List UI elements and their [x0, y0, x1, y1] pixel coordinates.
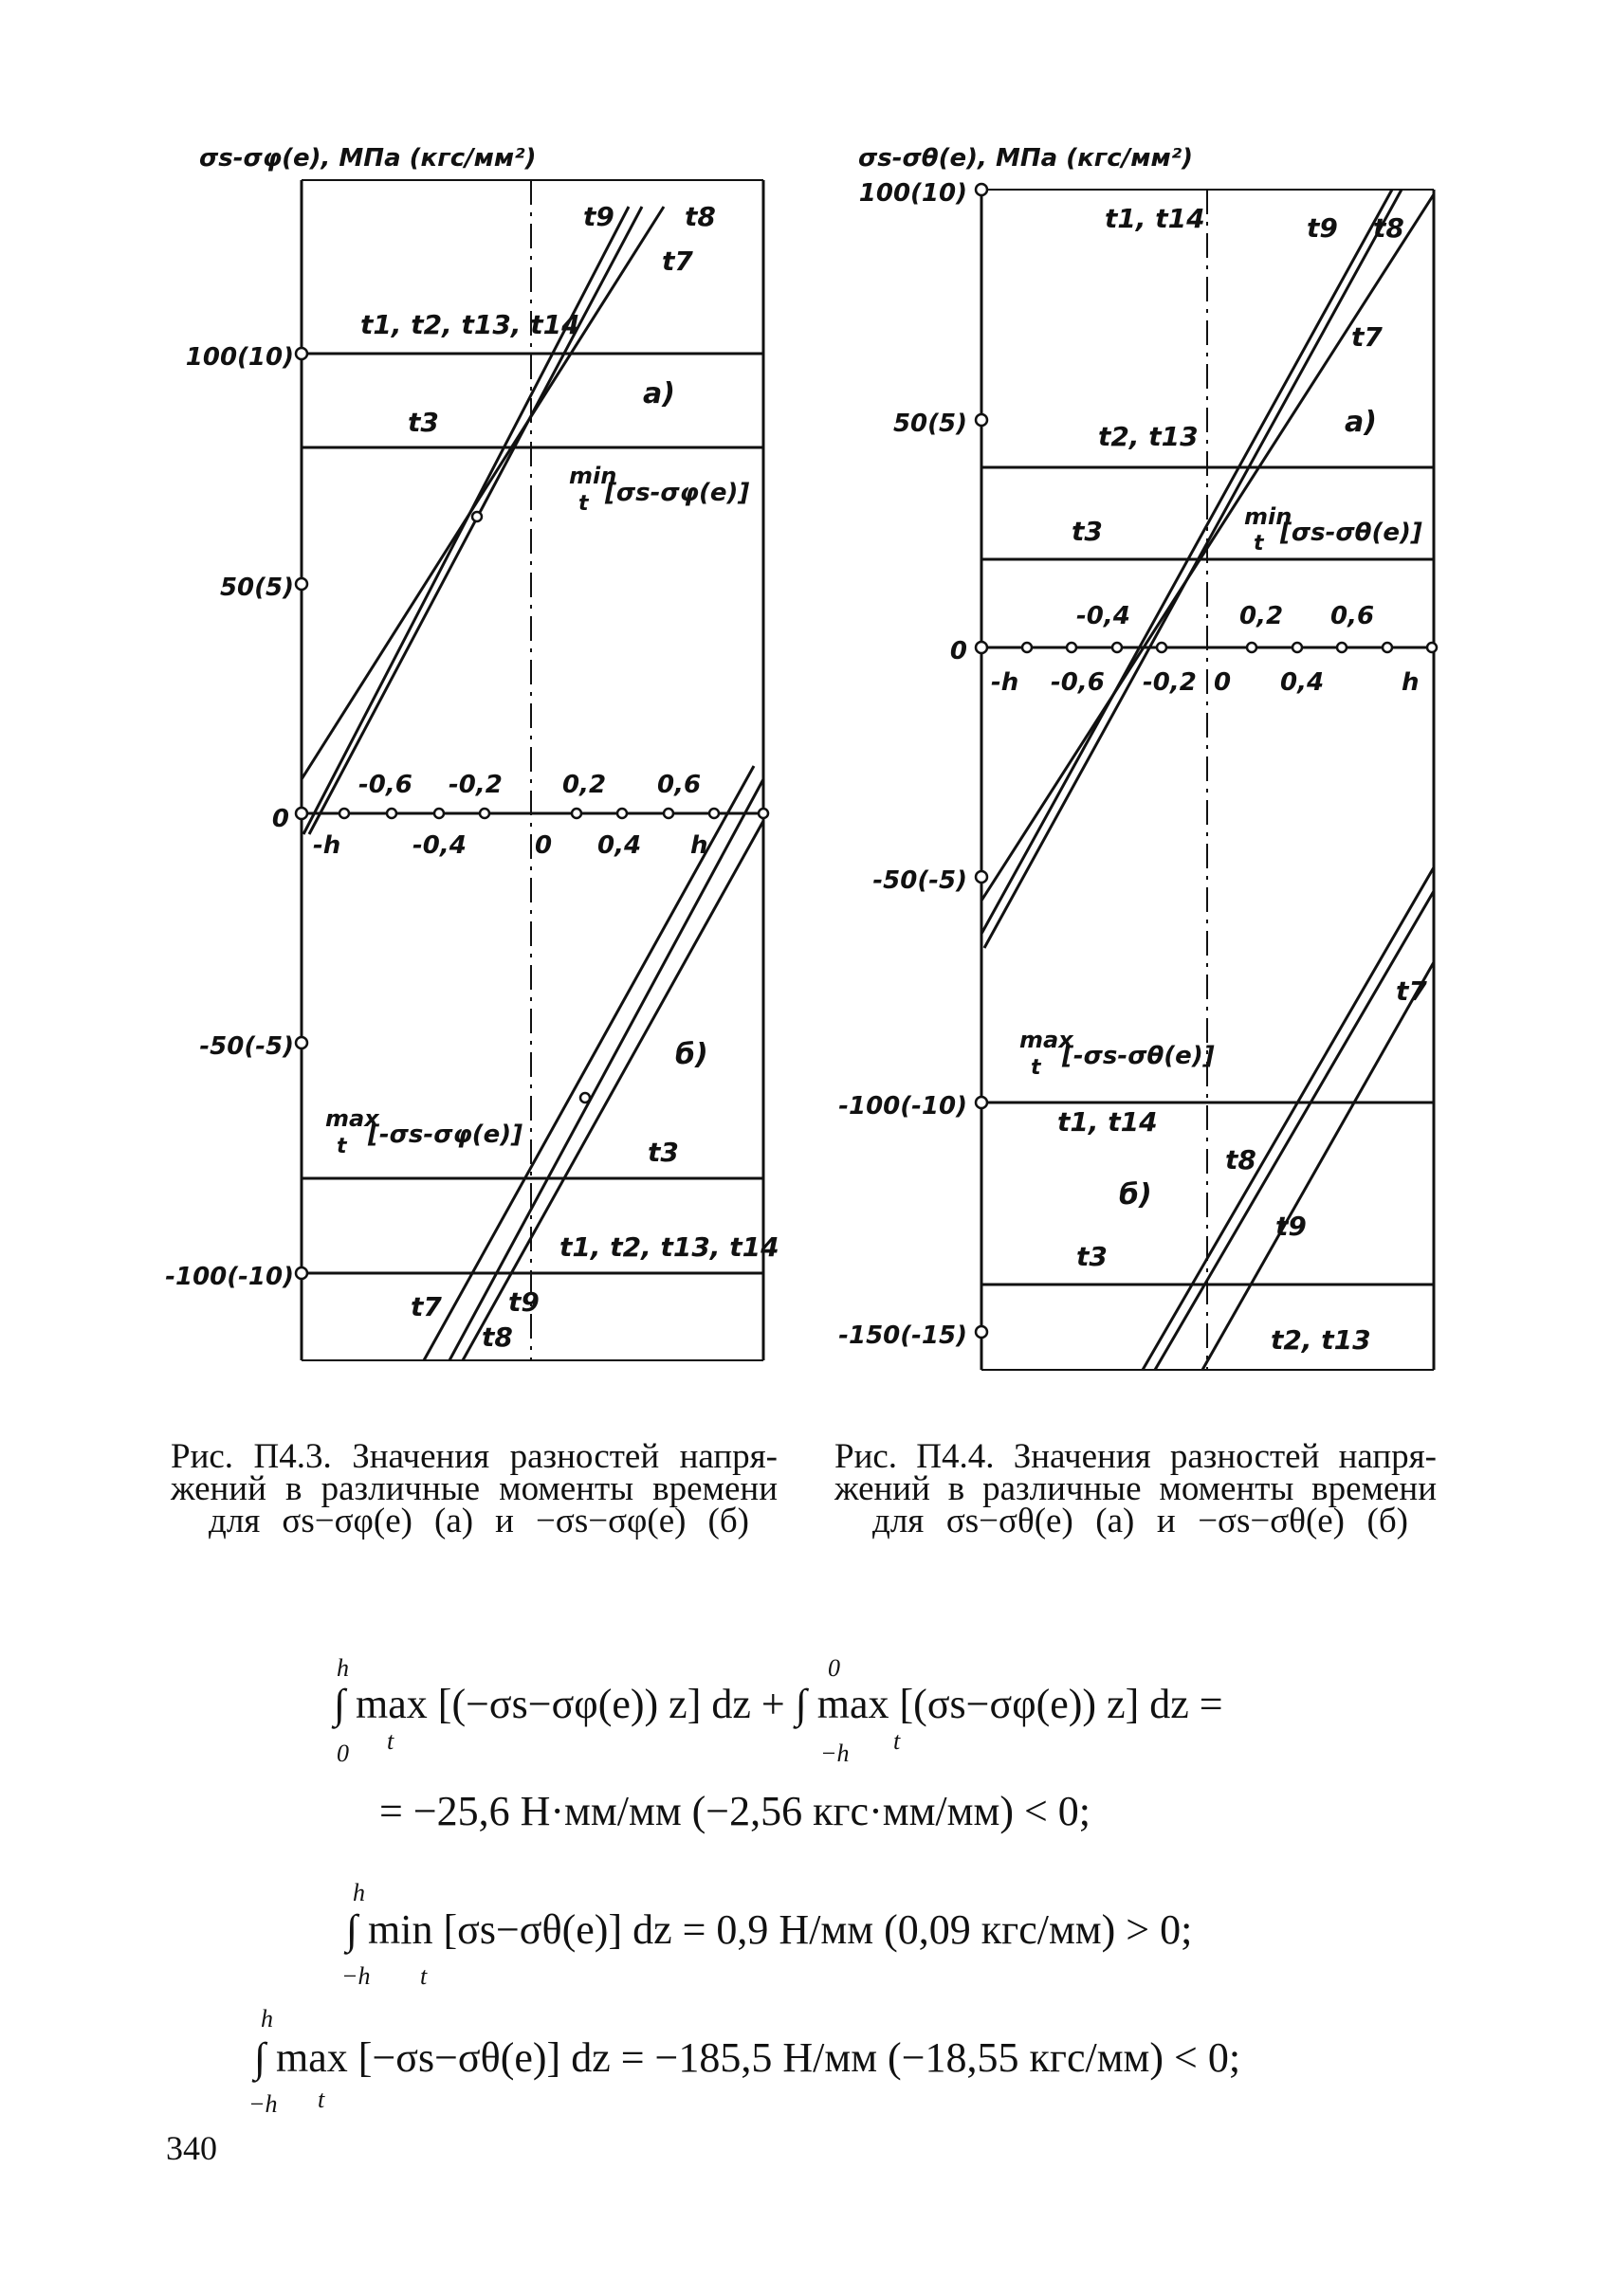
- caption-left-line-3: для σs−σφ(e) (a) и −σs−σφ(e) (б): [209, 1502, 749, 1540]
- right-label-a: a): [1345, 406, 1377, 439]
- right-xtick-lower-4: 0: [1214, 668, 1232, 697]
- right-label-t7-lower: t7: [1396, 975, 1427, 1007]
- right-curve-t9: [981, 190, 1392, 934]
- caption-left-line-2: жений в различные моменты времени: [171, 1469, 778, 1508]
- caption-right-line-3: для σs−σθ(e) (a) и −σs−σθ(e) (б): [872, 1502, 1408, 1540]
- right-xtick-lower-6: h: [1402, 668, 1420, 697]
- right-label-t3: t3: [1072, 516, 1103, 547]
- right-xtick-lower-2: -0,6: [1051, 668, 1105, 697]
- right-xtick-upper-2: 0,2: [1239, 602, 1284, 630]
- f1-lim-lower-1: 0: [337, 1740, 349, 1767]
- left-label-t9-lower: t9: [508, 1286, 540, 1318]
- left-label-t9: t9: [583, 201, 614, 232]
- right-label-t9: t9: [1307, 212, 1338, 244]
- left-tick-50: 50(5): [219, 574, 294, 602]
- left-xtick-lower-4: 0,4: [597, 831, 642, 860]
- right-label-t2-t13: t2, t13: [1098, 421, 1199, 452]
- f4-lim-lower: −h: [248, 2090, 278, 2118]
- formula-2: = −25,6 Н·мм/мм (−2,56 кгс·мм/мм) < 0;: [379, 1788, 1091, 1834]
- left-xtick-upper-3: 0,2: [562, 771, 607, 799]
- left-label-max-expr: [-σs-σφ(e)]: [368, 1121, 523, 1149]
- left-label-t1-t14: t1, t2, t13, t14: [360, 309, 580, 340]
- f1-lim-lower-2: −h: [820, 1740, 850, 1767]
- left-tick-0: 0: [271, 805, 289, 833]
- right-tick-0: 0: [949, 637, 967, 665]
- right-label-t8-lower: t8: [1225, 1144, 1256, 1175]
- right-label-min-expr: [σs-σθ(e)]: [1280, 519, 1422, 547]
- left-xtick-lower-3: 0: [535, 831, 553, 860]
- left-label-max-t: t: [337, 1135, 347, 1158]
- left-label-t8: t8: [685, 201, 716, 232]
- right-label-max: max: [1019, 1027, 1073, 1053]
- right-tick-minus50: -50(-5): [872, 866, 967, 895]
- left-label-max: max: [325, 1105, 379, 1132]
- caption-right: [834, 1437, 1437, 1540]
- f3-lim-lower: −h: [341, 1962, 371, 1990]
- right-xtick-lower-3: -0,2: [1143, 668, 1197, 697]
- right-axis-title: σs-σθ(e), МПа (кгс/мм²): [858, 144, 1193, 173]
- f1-lim-upper-2: 0: [828, 1654, 840, 1682]
- right-label-b: б): [1119, 1178, 1152, 1212]
- right-tick-minus150: -150(-15): [838, 1321, 967, 1350]
- right-label-t3-lower: t3: [1076, 1241, 1108, 1272]
- left-xtick-upper-4: 0,6: [657, 771, 702, 799]
- right-tick-minus100: -100(-10): [838, 1092, 967, 1121]
- caption-right-line-1: Рис. П4.4. Значения разностей напря-: [834, 1437, 1437, 1476]
- right-curve-t9-lower: [1155, 891, 1434, 1370]
- left-label-t3-lower: t3: [648, 1137, 679, 1168]
- caption-left-line-1: Рис. П4.3. Значения разностей напря-: [171, 1437, 778, 1476]
- left-label-a: a): [643, 377, 675, 410]
- right-xtick-upper-1: -0,4: [1076, 602, 1130, 630]
- formula-4: ∫ max [−σs−σθ(e)] dz = −185,5 Н/мм (−18,55 кгс/мм) < 0;: [254, 2034, 1241, 2081]
- f1-lim-sub-t-1: t: [387, 1727, 394, 1755]
- right-label-t2-t13-lower: t2, t13: [1271, 1324, 1371, 1356]
- left-label-t1-t14-lower: t1, t2, t13, t14: [559, 1231, 779, 1263]
- left-xtick-lower-5: h: [690, 831, 708, 860]
- left-label-b: б): [675, 1038, 708, 1071]
- formula-1: ∫ max [(−σs−σφ(e)) z] dz + ∫ max [(σs−σφ(e)) z] dz =: [334, 1681, 1223, 1727]
- left-tick-100: 100(10): [185, 343, 294, 372]
- right-xtick-lower-1: -h: [991, 668, 1019, 697]
- formula-3: ∫ min [σs−σθ(e)] dz = 0,9 Н/мм (0,09 кгс/мм) > 0;: [346, 1906, 1193, 1953]
- caption-left: [171, 1437, 778, 1540]
- right-label-max-t: t: [1031, 1056, 1041, 1080]
- left-label-t7-lower: t7: [411, 1291, 442, 1322]
- left-xtick-upper-2: -0,2: [449, 771, 503, 799]
- left-label-t3: t3: [408, 407, 439, 438]
- f1-lim-upper-1: h: [337, 1654, 349, 1682]
- right-xtick-upper-3: 0,6: [1330, 602, 1375, 630]
- f4-lim-upper: h: [261, 2005, 273, 2032]
- right-label-t9-lower: t9: [1275, 1211, 1307, 1242]
- left-xtick-upper-1: -0,6: [358, 771, 412, 799]
- left-label-t7: t7: [662, 246, 693, 277]
- left-xtick-lower-2: -0,4: [412, 831, 467, 860]
- right-label-t7: t7: [1351, 321, 1383, 353]
- right-label-t8: t8: [1373, 212, 1404, 244]
- left-label-min: min: [569, 463, 617, 489]
- right-label-t1-t14: t1, t14: [1105, 203, 1205, 234]
- figure-right: [976, 184, 1437, 1370]
- left-axis-title: σs-σφ(e), МПа (кгс/мм²): [199, 144, 537, 173]
- left-curve-t8-lower: [463, 821, 763, 1360]
- page-number: 340: [166, 2129, 217, 2167]
- right-tick-50: 50(5): [892, 410, 967, 438]
- right-label-min: min: [1244, 503, 1292, 530]
- caption-right-line-2: жений в различные моменты времени: [834, 1469, 1437, 1508]
- f3-lim-upper: h: [353, 1879, 365, 1906]
- right-label-t1-t14-lower: t1, t14: [1057, 1106, 1158, 1138]
- left-label-t8-lower: t8: [482, 1321, 513, 1353]
- left-label-min-t: t: [578, 492, 589, 516]
- left-tick-minus100: -100(-10): [165, 1263, 294, 1291]
- f3-lim-sub-t: t: [420, 1962, 428, 1990]
- right-curve-t8-lower: [1143, 867, 1434, 1370]
- right-tick-100: 100(10): [858, 179, 967, 208]
- right-label-min-t: t: [1254, 532, 1264, 556]
- left-label-min-expr: [σs-σφ(e)]: [605, 479, 750, 507]
- left-xtick-lower-1: -h: [313, 831, 341, 860]
- figure-left-labels: [165, 144, 779, 1353]
- left-tick-minus50: -50(-5): [199, 1032, 294, 1061]
- figure-right-labels: [838, 144, 1427, 1356]
- f1-lim-sub-t-2: t: [893, 1727, 901, 1755]
- f4-lim-sub-t: t: [318, 2086, 325, 2113]
- right-label-max-expr: [-σs-σθ(e)]: [1062, 1042, 1215, 1070]
- right-xtick-lower-5: 0,4: [1280, 668, 1325, 697]
